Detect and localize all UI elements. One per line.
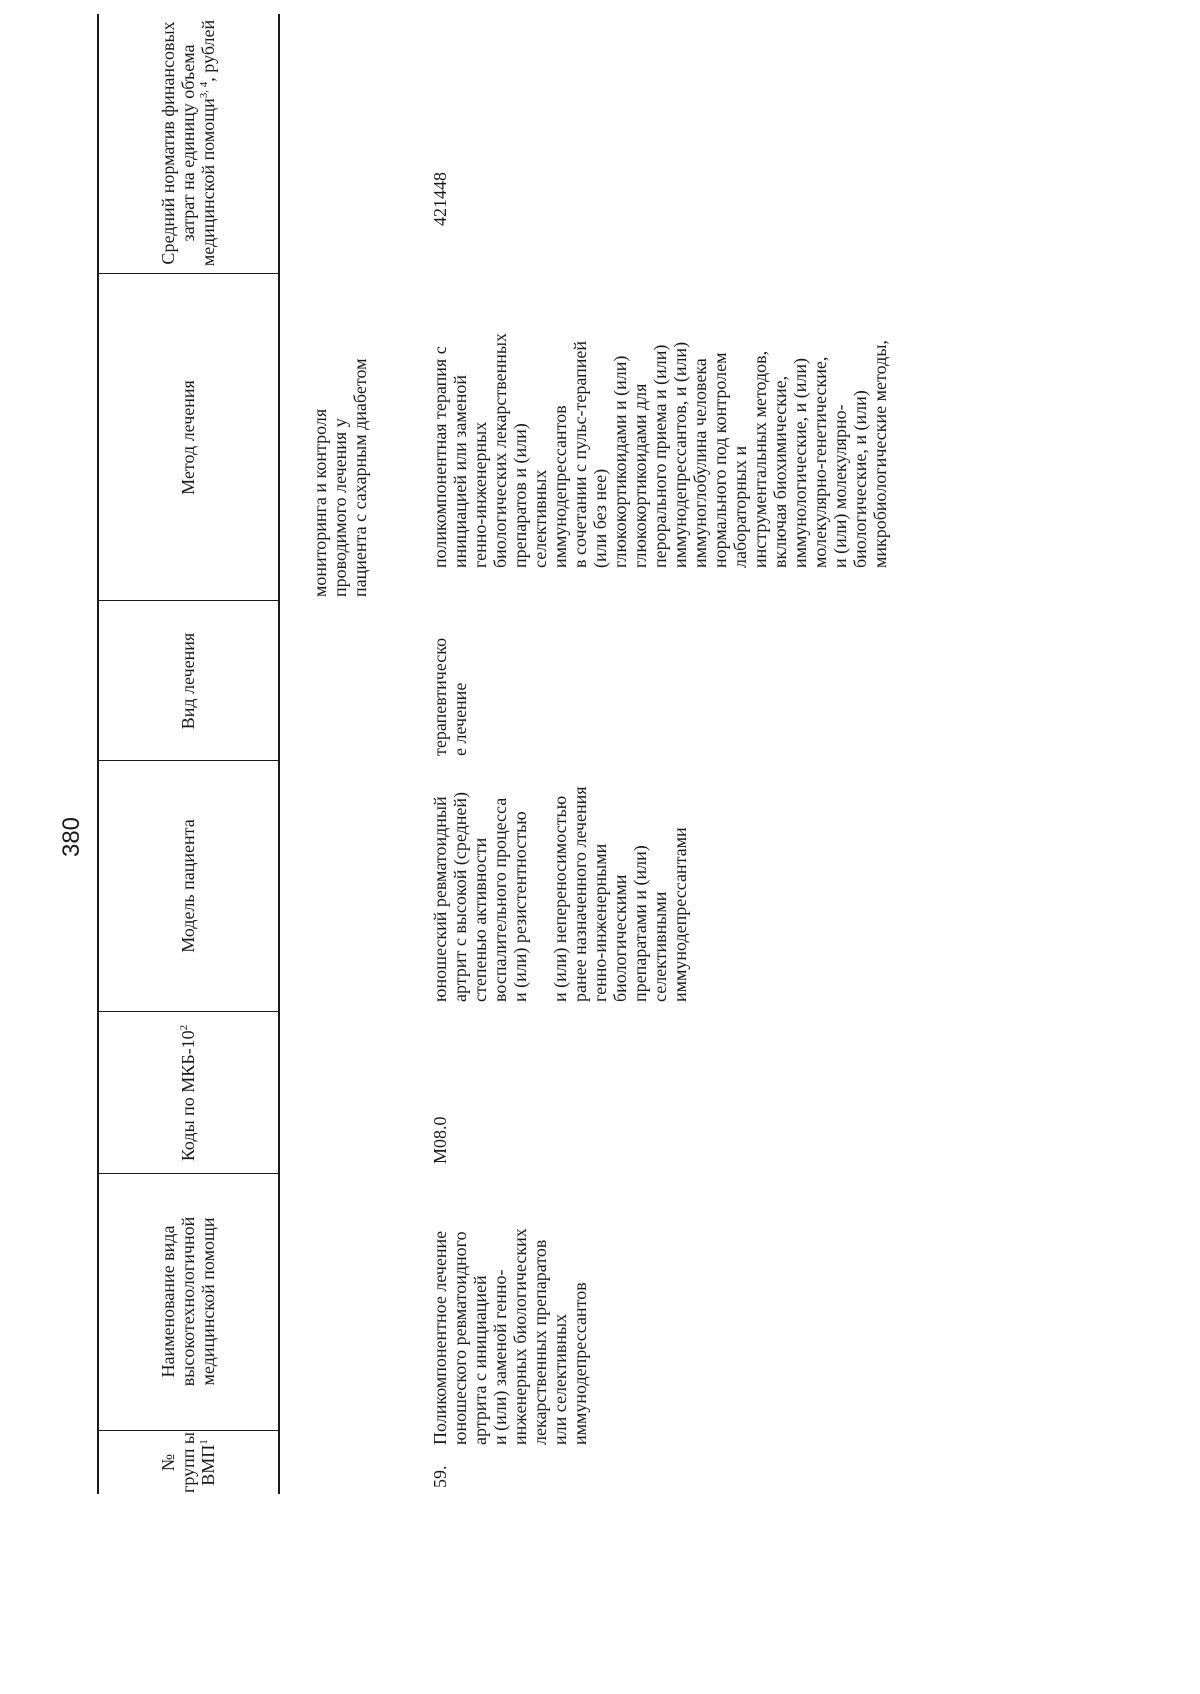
header-icd-text: Коды по МКБ-10 [178,1030,198,1162]
row-group-no: 59. [430,1465,450,1488]
col-sep [97,760,280,761]
row-treatment-type: терапевтическо е лечение [430,637,470,756]
header-name [98,1179,278,1424]
header-treatment-type-text: Вид лечения [178,632,198,730]
row-cost: 421448 [430,172,450,226]
col-sep [97,273,280,274]
col-sep [97,1011,280,1012]
header-group-no-sup: 1 [198,1439,210,1445]
header-method-text: Метод лечения [178,380,198,495]
header-icd-sup: 2 [178,1024,190,1031]
table-header-rule [278,14,280,1494]
header-model-text: Модель пациента [178,819,198,953]
row-method: поликомпонентная терапия с инициацией или заменой генно-инженерных биологических лекарственных препаратов и (или) селективных иммунодепрессантов в сочетании с пульс-терапией (или без нее) глюкокортикоидами и (или) глюкокортикоидами для перорального приема и (или) иммунодепрессантов, и (или) иммуноглобулина человека нормального под контролем лабораторных и инструментальных методов, включая биохимические, иммунологические, и (или) молекулярно-генетические, и (или) молекулярно- биологические, и (или) микробиологические методы, [430,333,890,568]
header-cost [98,16,278,270]
col-sep [97,1173,280,1174]
header-model [98,766,278,1006]
header-icd [98,1017,278,1169]
row-icd: M08.0 [430,1116,450,1164]
header-name-text: Наименование вида высокотехнологичной медицинской помощи [158,1216,218,1387]
row-model: юношеский ревматоидный артрит с высокой (средней) степенью активности воспалительного процесса и (или) резистентностью и (или) непереносимостью ранее назначенного лечения генно-инженерными биологическими препаратами и (или) селективными иммунодепрессантами [430,786,690,1002]
header-method [98,279,278,596]
col-sep [97,600,280,601]
header-group-no-text: № групп ы ВМП [158,1432,218,1494]
row-name: Поликомпонентное лечение юношеского ревматоидного артрита с инициацией и (или) заменой генно- инженерных биологических лекарственных препаратов или селективных иммунодепрессантов [430,1228,590,1445]
header-cost-sup: 3, 4 [198,81,210,99]
continuation-method: мониторинга и контроля проводимого лечения у пациента с сахарным диабетом [310,358,370,597]
page-number: 380 [58,816,85,858]
header-cost-text: Средний норматив финансовых затрат на единицу объема медицинской помощи [158,21,218,267]
header-cost-tail: , рублей [198,19,218,82]
header-group-no [98,1431,278,1494]
header-treatment-type [98,606,278,756]
